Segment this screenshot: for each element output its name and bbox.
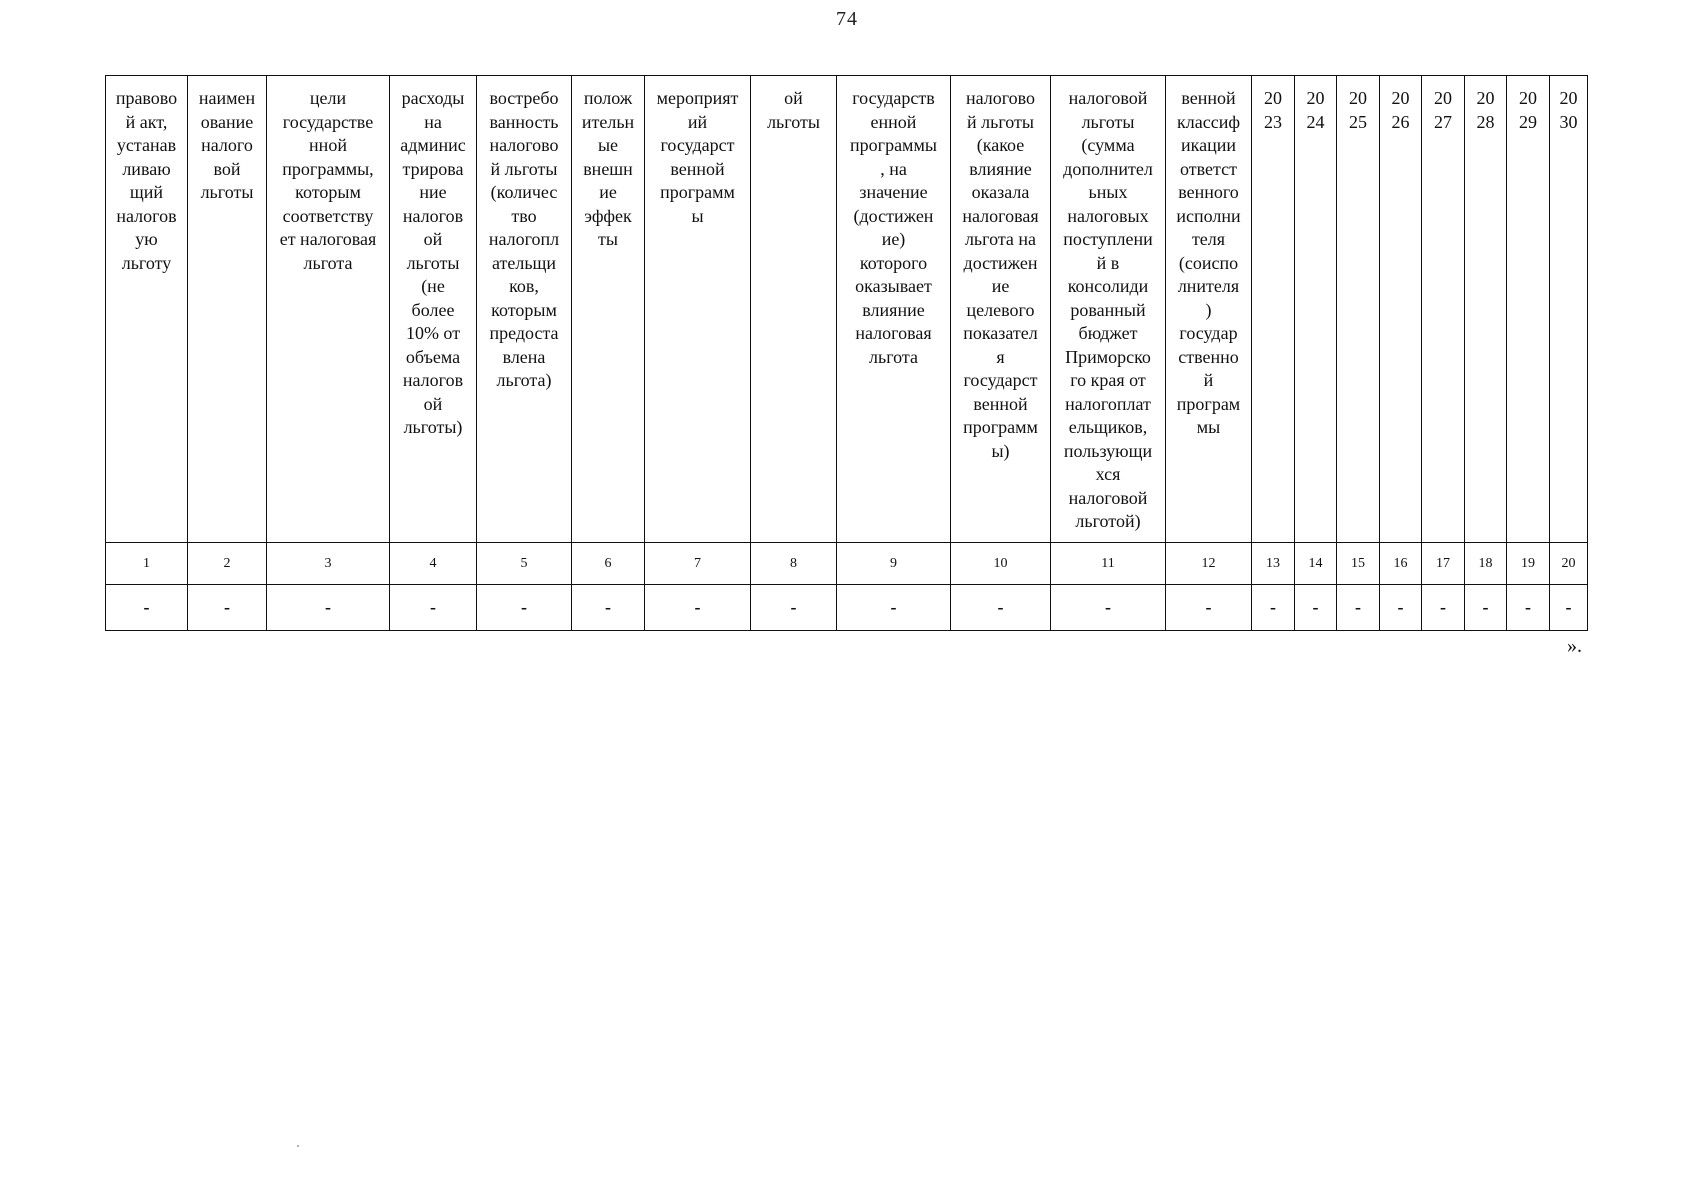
data-cell: - [1337,585,1380,631]
closing-quote-mark: ». [1567,635,1582,657]
header-cell-external-effects [572,76,645,543]
data-cell: - [1465,585,1507,631]
header-cell-year-2025 [1337,76,1380,543]
header-text: востребо ванность налогово й льготы (количес тво налогопл ательщи ков, которым предоста влена льгота) [488,88,560,390]
data-cell: - [1051,585,1166,631]
header-text: налоговой льготы (сумма дополнител ьных налоговых поступлени й в консолиди рованный бюджет Приморско го края от налогоплат ельщиков, пользующи хся налоговой льготой) [1063,88,1153,531]
data-cell: - [645,585,751,631]
column-number: 11 [1051,543,1166,585]
header-cell-year-2023 [1252,76,1295,543]
header-text: правово й акт, устанав ливаю щий налогов ую льготу [115,88,178,273]
header-text: государств енной программы , на значение (достижен ие) которого оказывает влияние налоговая льгота [850,88,937,367]
column-number: 17 [1422,543,1465,585]
header-cell-benefit [751,76,837,543]
header-text: цели государстве нной программы, которым соответству ет налоговая льгота [279,88,377,273]
header-text: 20 27 [1434,88,1452,132]
header-text: 20 28 [1476,88,1495,132]
header-cell-year-2024 [1295,76,1337,543]
data-row [106,585,1588,631]
header-cell-admin-costs [390,76,477,543]
column-number: 16 [1380,543,1422,585]
column-number: 5 [477,543,572,585]
data-cell: - [267,585,390,631]
header-cell-classification [1166,76,1252,543]
column-number-row [106,543,1588,585]
header-cell-benefit-name [188,76,267,543]
header-cell-legal-act [106,76,188,543]
data-cell: - [1295,585,1337,631]
header-cell-program-goals [267,76,390,543]
column-number: 6 [572,543,645,585]
header-cell-year-2030 [1550,76,1588,543]
header-cell-year-2026 [1380,76,1422,543]
header-text: мероприят ий государст венной программ ы [656,88,739,226]
header-cell-year-2028 [1465,76,1507,543]
data-cell: - [106,585,188,631]
data-cell: - [1507,585,1550,631]
header-cell-year-2029 [1507,76,1550,543]
column-number: 2 [188,543,267,585]
data-cell: - [572,585,645,631]
data-cell: - [188,585,267,631]
header-text: налогово й льготы (какое влияние оказала налоговая льгота на достижен ие целевого показател я государст венной программ ы) [962,88,1039,461]
header-text: венной классиф икации ответст венного исполни теля (соиспо лнителя ) государ ственно й програм мы [1176,88,1241,437]
column-number: 20 [1550,543,1588,585]
data-cell: - [751,585,837,631]
scan-speck [297,1145,299,1147]
data-cell: - [1380,585,1422,631]
header-cell-benefit-influence [951,76,1051,543]
header-text: 20 29 [1519,88,1537,132]
column-number: 19 [1507,543,1550,585]
header-cell-demand [477,76,572,543]
header-cell-year-2027 [1422,76,1465,543]
column-number: 13 [1252,543,1295,585]
data-cell: - [1422,585,1465,631]
data-cell: - [390,585,477,631]
column-number: 9 [837,543,951,585]
column-number: 3 [267,543,390,585]
data-cell: - [951,585,1051,631]
tax-benefit-table [105,75,1588,631]
column-number: 12 [1166,543,1252,585]
header-text: 20 24 [1306,88,1325,132]
header-text: 20 26 [1391,88,1410,132]
header-text: полож ительн ые внешн ие эффек ты [581,88,635,249]
header-row [106,76,1588,543]
column-number: 4 [390,543,477,585]
data-cell: - [837,585,951,631]
data-cell: - [1550,585,1588,631]
header-cell-benefit-revenue [1051,76,1166,543]
header-cell-program-measures [645,76,751,543]
header-text: ой льготы [767,88,820,132]
data-cell: - [477,585,572,631]
header-text: расходы на админис трирова ние налогов ой льготы (не более 10% от объема налогов ой льготы) [400,88,466,437]
column-number: 8 [751,543,837,585]
header-text: 20 23 [1264,88,1282,132]
header-text: 20 25 [1349,88,1367,132]
column-number: 7 [645,543,751,585]
header-text: 20 30 [1559,88,1578,132]
column-number: 1 [106,543,188,585]
column-number: 15 [1337,543,1380,585]
column-number: 10 [951,543,1051,585]
page-number: 74 [836,8,858,30]
header-cell-program-indicator [837,76,951,543]
header-text: наимен ование налого вой льготы [198,88,256,202]
column-number: 14 [1295,543,1337,585]
data-cell: - [1252,585,1295,631]
column-number: 18 [1465,543,1507,585]
data-cell: - [1166,585,1252,631]
